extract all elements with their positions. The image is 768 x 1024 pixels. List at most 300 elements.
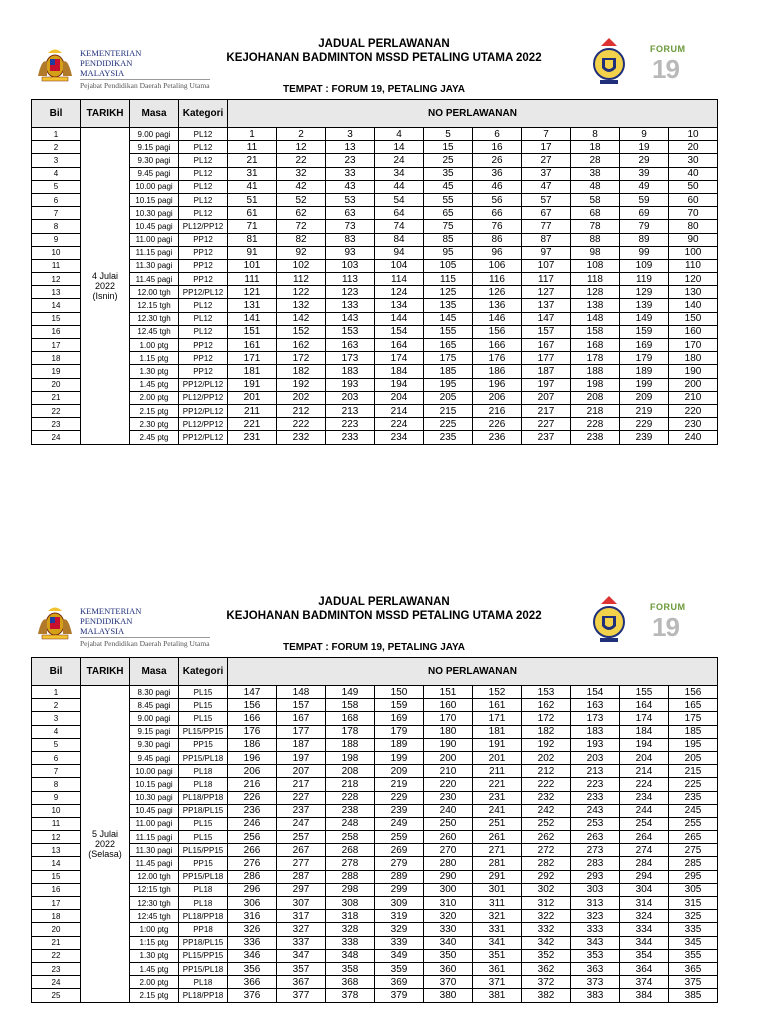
match-number-cell: 362 xyxy=(522,962,571,975)
match-number-cell: 69 xyxy=(620,207,669,220)
match-number-cell: 326 xyxy=(228,923,277,936)
table-row xyxy=(32,128,718,141)
bil-cell: 14 xyxy=(32,299,81,312)
bil-cell: 2 xyxy=(32,699,81,712)
table-row xyxy=(32,844,718,857)
kategori-cell: PP12 xyxy=(179,352,228,365)
venue-label: TEMPAT : FORUM 19, PETALING JAYA xyxy=(282,84,466,95)
match-number-cell: 204 xyxy=(620,751,669,764)
kategori-cell: PL12 xyxy=(179,193,228,206)
bil-cell: 16 xyxy=(32,883,81,896)
match-number-cell: 298 xyxy=(326,883,375,896)
match-number-cell: 269 xyxy=(375,844,424,857)
match-number-cell: 54 xyxy=(375,193,424,206)
bil-cell: 11 xyxy=(32,259,81,272)
match-number-cell: 379 xyxy=(375,989,424,1002)
masa-cell: 11.00 pagi xyxy=(130,233,179,246)
match-number-cell: 202 xyxy=(277,391,326,404)
match-number-cell: 105 xyxy=(424,259,473,272)
match-number-cell: 207 xyxy=(277,765,326,778)
match-number-cell: 311 xyxy=(473,897,522,910)
match-number-cell: 11 xyxy=(228,141,277,154)
match-number-cell: 222 xyxy=(522,778,571,791)
match-number-cell: 265 xyxy=(669,831,718,844)
match-number-cell: 271 xyxy=(473,844,522,857)
bil-cell: 4 xyxy=(32,167,81,180)
match-number-cell: 224 xyxy=(375,418,424,431)
match-number-cell: 157 xyxy=(277,699,326,712)
bil-cell: 16 xyxy=(32,325,81,338)
bil-cell: 24 xyxy=(32,976,81,989)
match-number-cell: 53 xyxy=(326,193,375,206)
match-number-cell: 13 xyxy=(326,141,375,154)
match-number-cell: 236 xyxy=(228,804,277,817)
match-number-cell: 230 xyxy=(669,418,718,431)
masa-cell: 2.15 ptg xyxy=(130,404,179,417)
match-number-cell: 282 xyxy=(522,857,571,870)
match-number-cell: 293 xyxy=(571,870,620,883)
match-number-cell: 149 xyxy=(326,686,375,699)
match-number-cell: 227 xyxy=(277,791,326,804)
table-row xyxy=(32,791,718,804)
match-number-cell: 24 xyxy=(375,154,424,167)
match-number-cell: 47 xyxy=(522,180,571,193)
page-subtitle: KEJOHANAN BADMINTON MSSD PETALING UTAMA 2022 xyxy=(226,52,542,64)
masa-cell: 11.45 pagi xyxy=(130,857,179,870)
match-number-cell: 90 xyxy=(669,233,718,246)
match-number-cell: 79 xyxy=(620,220,669,233)
kategori-cell: PL12 xyxy=(179,167,228,180)
bil-cell: 9 xyxy=(32,791,81,804)
match-number-cell: 193 xyxy=(326,378,375,391)
table-row xyxy=(32,804,718,817)
match-number-cell: 39 xyxy=(620,167,669,180)
match-number-cell: 80 xyxy=(669,220,718,233)
match-number-cell: 151 xyxy=(228,325,277,338)
ministry-name-line2: PENDIDIKAN xyxy=(80,616,133,626)
table-row xyxy=(32,365,718,378)
match-number-cell: 35 xyxy=(424,167,473,180)
match-number-cell: 117 xyxy=(522,273,571,286)
match-number-cell: 99 xyxy=(620,246,669,259)
match-number-cell: 337 xyxy=(277,936,326,949)
match-number-cell: 72 xyxy=(277,220,326,233)
table-row xyxy=(32,220,718,233)
bil-cell: 19 xyxy=(32,365,81,378)
match-number-cell: 196 xyxy=(228,751,277,764)
bil-cell: 24 xyxy=(32,431,81,444)
kategori-cell: PL18/PP18 xyxy=(179,989,228,1002)
kategori-cell: PP12 xyxy=(179,273,228,286)
match-number-cell: 172 xyxy=(277,352,326,365)
match-number-cell: 118 xyxy=(571,273,620,286)
match-number-cell: 89 xyxy=(620,233,669,246)
kategori-cell: PP12 xyxy=(179,339,228,352)
match-number-cell: 283 xyxy=(571,857,620,870)
col-header-tarikh: TARIKH xyxy=(81,658,130,686)
match-number-cell: 151 xyxy=(424,686,473,699)
match-number-cell: 309 xyxy=(375,897,424,910)
schedule-body xyxy=(32,686,718,1003)
match-number-cell: 169 xyxy=(620,339,669,352)
bil-cell: 22 xyxy=(32,404,81,417)
match-number-cell: 219 xyxy=(375,778,424,791)
match-number-cell: 230 xyxy=(424,791,473,804)
match-number-cell: 176 xyxy=(228,725,277,738)
match-number-cell: 305 xyxy=(669,883,718,896)
match-number-cell: 12 xyxy=(277,141,326,154)
date-date-line1: 4 Julai xyxy=(91,270,118,281)
match-number-cell: 296 xyxy=(228,883,277,896)
match-number-cell: 28 xyxy=(571,154,620,167)
match-number-cell: 246 xyxy=(228,817,277,830)
match-number-cell: 238 xyxy=(326,804,375,817)
match-number-cell: 243 xyxy=(571,804,620,817)
match-number-cell: 192 xyxy=(277,378,326,391)
bil-cell: 13 xyxy=(32,286,81,299)
match-number-cell: 229 xyxy=(375,791,424,804)
match-number-cell: 223 xyxy=(326,418,375,431)
match-number-cell: 374 xyxy=(620,976,669,989)
match-number-cell: 312 xyxy=(522,897,571,910)
match-number-cell: 147 xyxy=(522,312,571,325)
match-number-cell: 156 xyxy=(228,699,277,712)
match-number-cell: 294 xyxy=(620,870,669,883)
match-number-cell: 180 xyxy=(424,725,473,738)
kategori-cell: PL18/PP18 xyxy=(179,791,228,804)
match-number-cell: 289 xyxy=(375,870,424,883)
match-number-cell: 248 xyxy=(326,817,375,830)
match-number-cell: 8 xyxy=(571,128,620,141)
match-number-cell: 369 xyxy=(375,976,424,989)
masa-cell: 1.45 ptg xyxy=(130,962,179,975)
match-number-cell: 239 xyxy=(375,804,424,817)
table-row xyxy=(32,897,718,910)
match-number-cell: 300 xyxy=(424,883,473,896)
masa-cell: 10.45 pagi xyxy=(130,220,179,233)
match-number-cell: 260 xyxy=(424,831,473,844)
match-number-cell: 186 xyxy=(473,365,522,378)
match-number-cell: 190 xyxy=(424,738,473,751)
table-row xyxy=(32,141,718,154)
match-number-cell: 102 xyxy=(277,259,326,272)
match-number-cell: 188 xyxy=(326,738,375,751)
match-number-cell: 125 xyxy=(424,286,473,299)
bil-cell: 15 xyxy=(32,312,81,325)
match-number-cell: 201 xyxy=(473,751,522,764)
match-number-cell: 206 xyxy=(473,391,522,404)
match-number-cell: 214 xyxy=(375,404,424,417)
match-number-cell: 324 xyxy=(620,910,669,923)
match-number-cell: 274 xyxy=(620,844,669,857)
match-number-cell: 215 xyxy=(669,765,718,778)
match-number-cell: 161 xyxy=(228,339,277,352)
match-number-cell: 43 xyxy=(326,180,375,193)
match-number-cell: 22 xyxy=(277,154,326,167)
match-number-cell: 280 xyxy=(424,857,473,870)
kategori-cell: PP18/PL15 xyxy=(179,936,228,949)
match-number-cell: 51 xyxy=(228,193,277,206)
match-number-cell: 347 xyxy=(277,949,326,962)
kategori-cell: PL15 xyxy=(179,699,228,712)
match-number-cell: 321 xyxy=(473,910,522,923)
kategori-cell: PL12 xyxy=(179,141,228,154)
match-number-cell: 327 xyxy=(277,923,326,936)
match-number-cell: 164 xyxy=(375,339,424,352)
match-number-cell: 108 xyxy=(571,259,620,272)
forum-number: 19 xyxy=(652,54,679,84)
masa-cell: 10.15 pagi xyxy=(130,193,179,206)
match-number-cell: 57 xyxy=(522,193,571,206)
match-number-cell: 82 xyxy=(277,233,326,246)
match-number-cell: 231 xyxy=(228,431,277,444)
match-number-cell: 256 xyxy=(228,831,277,844)
match-number-cell: 307 xyxy=(277,897,326,910)
match-number-cell: 208 xyxy=(571,391,620,404)
table-row xyxy=(32,418,718,431)
kategori-cell: PP12 xyxy=(179,246,228,259)
match-number-cell: 66 xyxy=(473,207,522,220)
match-number-cell: 83 xyxy=(326,233,375,246)
match-number-cell: 187 xyxy=(522,365,571,378)
page-title: JADUAL PERLAWANAN xyxy=(318,596,450,608)
match-number-cell: 91 xyxy=(228,246,277,259)
match-number-cell: 232 xyxy=(522,791,571,804)
ministry-name-line3: MALAYSIA xyxy=(80,68,125,78)
match-number-cell: 154 xyxy=(571,686,620,699)
masa-cell: 12:30 tgh xyxy=(130,897,179,910)
match-number-cell: 216 xyxy=(473,404,522,417)
school-emblem-icon xyxy=(592,36,626,88)
match-number-cell: 81 xyxy=(228,233,277,246)
match-number-cell: 52 xyxy=(277,193,326,206)
match-number-cell: 292 xyxy=(522,870,571,883)
match-number-cell: 150 xyxy=(669,312,718,325)
schedule-section-2 xyxy=(0,588,768,1001)
match-number-cell: 351 xyxy=(473,949,522,962)
forum19-logo xyxy=(592,36,702,90)
match-number-cell: 146 xyxy=(473,312,522,325)
masa-cell: 9.00 pagi xyxy=(130,128,179,141)
match-number-cell: 203 xyxy=(571,751,620,764)
match-number-cell: 185 xyxy=(669,725,718,738)
schedule-section-1 xyxy=(0,30,768,443)
match-number-cell: 38 xyxy=(571,167,620,180)
match-number-cell: 192 xyxy=(522,738,571,751)
match-number-cell: 231 xyxy=(473,791,522,804)
match-number-cell: 120 xyxy=(669,273,718,286)
match-number-cell: 323 xyxy=(571,910,620,923)
match-number-cell: 163 xyxy=(326,339,375,352)
bil-cell: 13 xyxy=(32,844,81,857)
page-title: JADUAL PERLAWANAN xyxy=(318,38,450,50)
kategori-cell: PL18 xyxy=(179,883,228,896)
match-number-cell: 188 xyxy=(571,365,620,378)
masa-cell: 11.00 pagi xyxy=(130,817,179,830)
match-number-cell: 178 xyxy=(571,352,620,365)
match-number-cell: 221 xyxy=(473,778,522,791)
kategori-cell: PL12 xyxy=(179,128,228,141)
match-number-cell: 153 xyxy=(326,325,375,338)
match-number-cell: 352 xyxy=(522,949,571,962)
match-number-cell: 162 xyxy=(522,699,571,712)
match-number-cell: 343 xyxy=(571,936,620,949)
bil-cell: 23 xyxy=(32,962,81,975)
date-date-line2: 2022 xyxy=(94,838,116,849)
kategori-cell: PP12 xyxy=(179,233,228,246)
match-number-cell: 168 xyxy=(326,712,375,725)
bil-cell: 18 xyxy=(32,910,81,923)
table-row xyxy=(32,352,718,365)
match-number-cell: 210 xyxy=(424,765,473,778)
match-number-cell: 27 xyxy=(522,154,571,167)
match-number-cell: 353 xyxy=(571,949,620,962)
match-number-cell: 270 xyxy=(424,844,473,857)
bil-cell: 20 xyxy=(32,378,81,391)
match-number-cell: 217 xyxy=(277,778,326,791)
ministry-name-line3: MALAYSIA xyxy=(80,626,125,636)
bil-cell: 9 xyxy=(32,233,81,246)
masa-cell: 12:45 tgh xyxy=(130,910,179,923)
masa-cell: 1:15 ptg xyxy=(130,936,179,949)
match-number-cell: 338 xyxy=(326,936,375,949)
schedule-body xyxy=(32,128,718,445)
match-number-cell: 116 xyxy=(473,273,522,286)
kategori-cell: PP15/PL18 xyxy=(179,962,228,975)
match-number-cell: 240 xyxy=(669,431,718,444)
table-row xyxy=(32,167,718,180)
masa-cell: 2.15 ptg xyxy=(130,989,179,1002)
match-number-cell: 263 xyxy=(571,831,620,844)
match-number-cell: 237 xyxy=(522,431,571,444)
kategori-cell: PL12/PP12 xyxy=(179,418,228,431)
col-header-bil: Bil xyxy=(32,100,81,128)
masa-cell: 9.45 pagi xyxy=(130,167,179,180)
match-number-cell: 100 xyxy=(669,246,718,259)
match-number-cell: 170 xyxy=(424,712,473,725)
match-number-cell: 310 xyxy=(424,897,473,910)
match-number-cell: 203 xyxy=(326,391,375,404)
match-number-cell: 107 xyxy=(522,259,571,272)
page-header xyxy=(0,588,768,658)
table-row xyxy=(32,738,718,751)
bil-cell: 17 xyxy=(32,339,81,352)
masa-cell: 2.00 ptg xyxy=(130,976,179,989)
bil-cell: 3 xyxy=(32,154,81,167)
match-number-cell: 226 xyxy=(473,418,522,431)
match-number-cell: 16 xyxy=(473,141,522,154)
match-number-cell: 202 xyxy=(522,751,571,764)
match-number-cell: 181 xyxy=(473,725,522,738)
match-number-cell: 368 xyxy=(326,976,375,989)
match-number-cell: 313 xyxy=(571,897,620,910)
match-number-cell: 17 xyxy=(522,141,571,154)
match-number-cell: 359 xyxy=(375,962,424,975)
match-number-cell: 56 xyxy=(473,193,522,206)
match-number-cell: 215 xyxy=(424,404,473,417)
kategori-cell: PL15/PP15 xyxy=(179,725,228,738)
match-number-cell: 317 xyxy=(277,910,326,923)
match-number-cell: 173 xyxy=(326,352,375,365)
match-number-cell: 264 xyxy=(620,831,669,844)
match-number-cell: 356 xyxy=(228,962,277,975)
match-number-cell: 55 xyxy=(424,193,473,206)
table-row xyxy=(32,391,718,404)
match-number-cell: 141 xyxy=(228,312,277,325)
kategori-cell: PL18 xyxy=(179,765,228,778)
match-number-cell: 330 xyxy=(424,923,473,936)
masa-cell: 10.30 pagi xyxy=(130,791,179,804)
match-number-cell: 371 xyxy=(473,976,522,989)
bil-cell: 23 xyxy=(32,418,81,431)
match-number-cell: 155 xyxy=(620,686,669,699)
bil-cell: 17 xyxy=(32,897,81,910)
match-number-cell: 148 xyxy=(571,312,620,325)
match-number-cell: 325 xyxy=(669,910,718,923)
match-number-cell: 375 xyxy=(669,976,718,989)
kategori-cell: PP18/PL15 xyxy=(179,804,228,817)
match-number-cell: 121 xyxy=(228,286,277,299)
match-number-cell: 21 xyxy=(228,154,277,167)
forum-wordmark: FORUM xyxy=(650,602,686,612)
table-row xyxy=(32,259,718,272)
match-number-cell: 242 xyxy=(522,804,571,817)
bil-cell: 18 xyxy=(32,352,81,365)
match-number-cell: 258 xyxy=(326,831,375,844)
match-number-cell: 201 xyxy=(228,391,277,404)
match-number-cell: 316 xyxy=(228,910,277,923)
match-number-cell: 322 xyxy=(522,910,571,923)
kategori-cell: PL18/PP18 xyxy=(179,910,228,923)
masa-cell: 9.30 pagi xyxy=(130,738,179,751)
match-number-cell: 71 xyxy=(228,220,277,233)
match-number-cell: 23 xyxy=(326,154,375,167)
match-number-cell: 285 xyxy=(669,857,718,870)
match-number-cell: 273 xyxy=(571,844,620,857)
table-row xyxy=(32,699,718,712)
match-number-cell: 37 xyxy=(522,167,571,180)
match-number-cell: 197 xyxy=(277,751,326,764)
match-number-cell: 179 xyxy=(620,352,669,365)
match-number-cell: 32 xyxy=(277,167,326,180)
match-number-cell: 29 xyxy=(620,154,669,167)
match-number-cell: 229 xyxy=(620,418,669,431)
match-number-cell: 175 xyxy=(669,712,718,725)
match-number-cell: 355 xyxy=(669,949,718,962)
masa-cell: 12.45 tgh xyxy=(130,325,179,338)
match-number-cell: 88 xyxy=(571,233,620,246)
match-number-cell: 161 xyxy=(473,699,522,712)
match-number-cell: 140 xyxy=(669,299,718,312)
match-number-cell: 358 xyxy=(326,962,375,975)
match-number-cell: 208 xyxy=(326,765,375,778)
masa-cell: 11.45 pagi xyxy=(130,273,179,286)
table-row xyxy=(32,193,718,206)
match-number-cell: 235 xyxy=(424,431,473,444)
table-row xyxy=(32,404,718,417)
match-number-cell: 198 xyxy=(326,751,375,764)
date-date-line3: (Selasa) xyxy=(88,848,122,859)
school-emblem-icon xyxy=(592,594,626,646)
kategori-cell: PL12 xyxy=(179,312,228,325)
match-number-cell: 143 xyxy=(326,312,375,325)
bil-cell: 11 xyxy=(32,817,81,830)
match-number-cell: 295 xyxy=(669,870,718,883)
bil-cell: 1 xyxy=(32,686,81,699)
table-row xyxy=(32,923,718,936)
match-number-cell: 10 xyxy=(669,128,718,141)
table-row xyxy=(32,312,718,325)
